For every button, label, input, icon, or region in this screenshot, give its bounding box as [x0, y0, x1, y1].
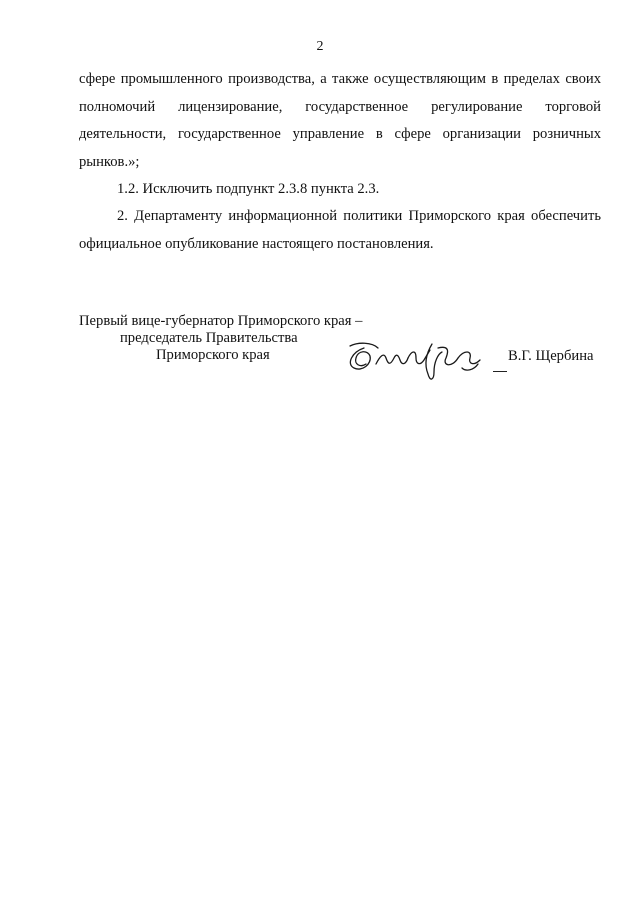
- paragraph-item-2: 2. Департаменту информационной политики Приморского края обеспечить официальное опубликование настоящего постановления.: [79, 208, 601, 252]
- position-line-1: Первый вице-губернатор Приморского края –: [79, 313, 363, 329]
- signature-dash: [493, 371, 507, 372]
- page-number: 2: [316, 39, 324, 54]
- position-line-2: председатель Правительства: [120, 330, 298, 346]
- paragraph-continuation: сфере промышленного производства, а также осуществляющим в пределах своих полномочий лицензирование, государственное регулирование торговой деятельности, государственное управление в сфере организации розничных рынков.»;: [79, 71, 601, 170]
- signer-name: В.Г. Щербина: [508, 348, 594, 364]
- paragraph-item-1-2: 1.2. Исключить подпункт 2.3.8 пункта 2.3.: [117, 181, 380, 197]
- handwritten-signature-icon: [342, 328, 492, 388]
- position-line-3: Приморского края: [156, 347, 270, 363]
